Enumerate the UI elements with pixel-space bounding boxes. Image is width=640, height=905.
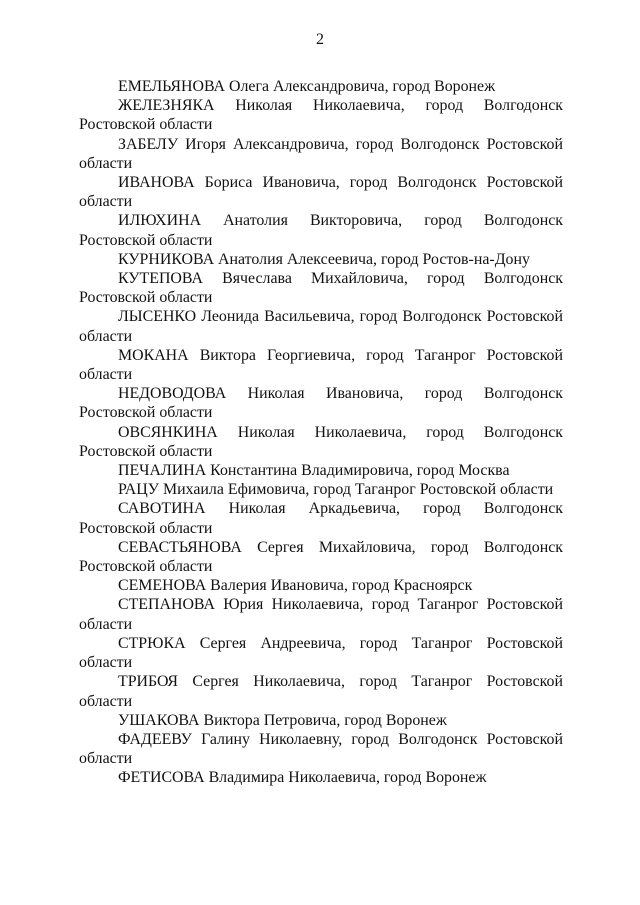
list-item: ФЕТИСОВА Владимира Николаевича, город Воронеж [118,769,487,787]
list-item: СТРЮКА Сергея Андреевича, город Таганрог Ростовской области [79,634,563,672]
list-item: УШАКОВА Виктора Петровича, город Воронеж [118,711,447,729]
page-number: 2 [316,31,324,48]
list-item: КУРНИКОВА Анатолия Алексеевича, город Ростов-на-Дону [118,250,530,268]
list-item: РАЦУ Михаила Ефимовича, город Таганрог Ростовской области [118,481,554,499]
list-item: КУТЕПОВА Вячеслава Михайловича, город Волгодонск Ростовской области [79,270,563,307]
list-item: МОКАНА Виктора Георгиевича, город Таганрог Ростовской области [79,346,563,384]
list-item: ЗАБЕЛУ Игоря Александровича, город Волгодонск Ростовской области [79,135,563,172]
list-item: САВОТИНА Николая Аркадьевича, город Волгодонск Ростовской области [79,500,563,537]
list-item: ИЛЮХИНА Анатолия Викторовича, город Волгодонск Ростовской области [79,212,563,249]
list-item: СЕВАСТЬЯНОВА Сергея Михайловича, город Волгодонск Ростовской области [79,538,563,576]
list-item: ЕМЕЛЬЯНОВА Олега Александровича, город Воронеж [118,78,496,95]
list-item: ЖЕЛЕЗНЯКА Николая Николаевича, город Волгодонск Ростовской области [79,97,563,134]
list-item: СТЕПАНОВА Юрия Николаевича, город Таганрог Ростовской области [79,596,563,633]
list-item: ОВСЯНКИНА Николая Николаевича, город Волгодонск Ростовской области [79,423,563,460]
list-item: ПЕЧАЛИНА Константина Владимировича, город Москва [118,462,510,480]
award-recipient-list [79,77,563,788]
list-item: СЕМЕНОВА Валерия Ивановича, город Красноярск [118,577,473,595]
list-item: ТРИБОЯ Сергея Николаевича, город Таганрог Ростовской области [79,673,563,710]
list-item: НЕДОВОДОВА Николая Ивановича, город Волгодонск Ростовской области [79,385,563,422]
list-item: ФАДЕЕВУ Галину Николаевну, город Волгодонск Ростовской области [79,730,563,768]
list-item: ИВАНОВА Бориса Ивановича, город Волгодонск Ростовской области [79,174,563,211]
list-item: ЛЫСЕНКО Леонида Васильевича, город Волгодонск Ростовской области [79,308,563,345]
